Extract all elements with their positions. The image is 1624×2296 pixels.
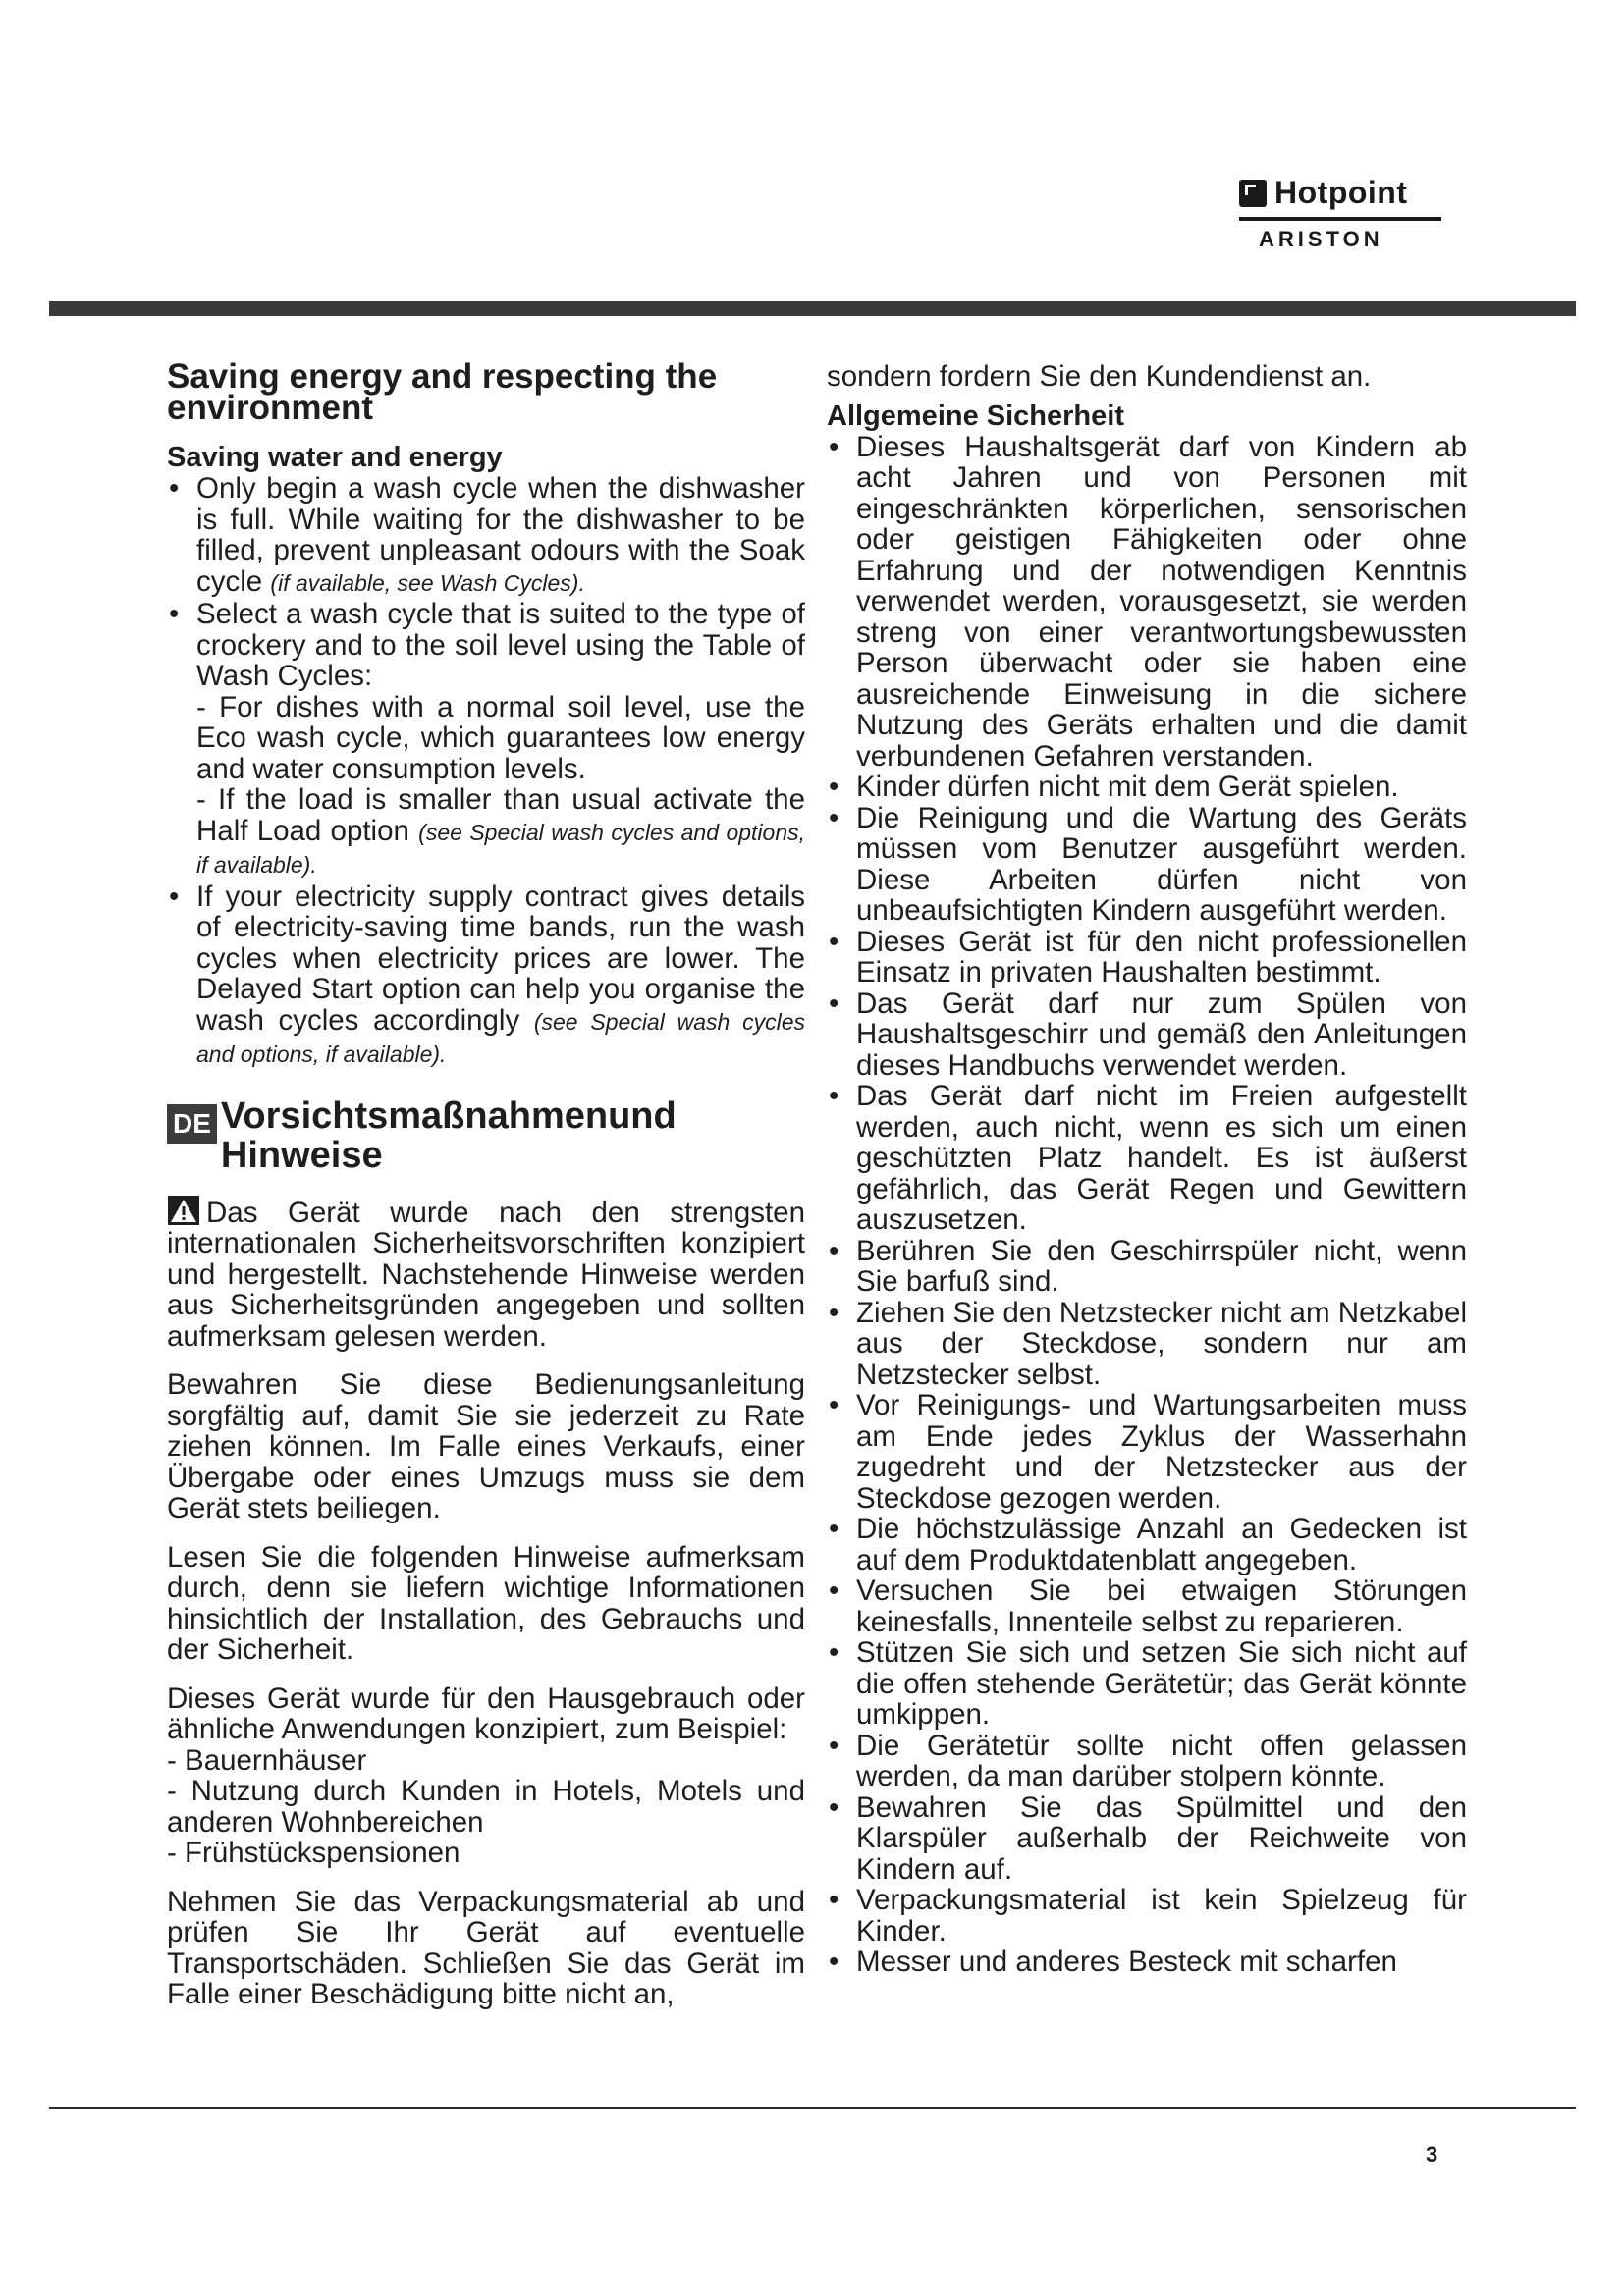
subsection-title-general-safety: Allgemeine Sicherheit [827, 400, 1124, 432]
list-item: • Die Gerätetür sollte nicht offen gelassen werden, da man darüber stolpern könnte. [827, 1731, 1467, 1792]
read-notes-paragraph: Lesen Sie die folgenden Hinweise aufmerksam durch, denn sie liefern wichtige Informationen hinsichtlich der Installation, des Gebrauchs und der Sicherheit. [167, 1540, 805, 1666]
section-heading-de [167, 1096, 805, 1175]
usage-example: - Nutzung durch Kunden in Hotels, Motels und anderen Wohnbereichen [167, 1775, 805, 1839]
list-item: • Die Reinigung und die Wartung des Geräts müssen vom Benutzer ausgeführt werden. Diese Arbeiten dürfen nicht von unbeaufsichtigten Kindern ausgeführt werden. [827, 803, 1467, 927]
list-item: • Das Gerät darf nicht im Freien aufgestellt werden, auch nicht, wenn es sich um einen geschützten Platz handelt. Es ist äußerst gefährlich, das Gerät Regen und Gewittern auszusetzen. [827, 1081, 1467, 1236]
sub-list-item [196, 784, 805, 881]
list-item-text: Select a wash cycle that is suited to the type of crockery and to the soil level using the Table of Wash Cycles: [196, 598, 805, 692]
energy-tips-list [167, 473, 805, 1071]
warning-icon [167, 1195, 200, 1226]
list-item: • Verpackungsmaterial ist kein Spielzeug für Kinder. [827, 1885, 1467, 1947]
section-title-safety [221, 1096, 677, 1175]
header-bar [49, 301, 1576, 316]
list-item: • Berühren Sie den Geschirrspüler nicht, wenn Sie barfuß sind. [827, 1236, 1467, 1298]
list-item: • Stützen Sie sich und setzen Sie sich nicht auf die offen stehende Gerätetür; das Gerät könnte umkippen. [827, 1637, 1467, 1731]
section-title-energy: Saving energy and respecting the environment [167, 357, 718, 427]
brand-name: Hotpoint [1274, 175, 1408, 210]
sub-list-item-text: - For dishes with a normal soil level, use the Eco wash cycle, which guarantees low energy and water consumption levels. [196, 690, 805, 785]
list-item [167, 473, 805, 599]
logo-divider [1239, 217, 1441, 221]
list-item: • Die höchstzulässige Anzahl an Gedecken ist auf dem Produktdatenblatt angegeben. [827, 1514, 1467, 1575]
sub-list-item-note: (see Special wash cycles and options, if available). [196, 819, 806, 878]
packaging-paragraph: Nehmen Sie das Verpackungsmaterial ab und prüfen Sie Ihr Gerät auf eventuelle Transportschäden. Schließen Sie das Gerät im Falle einer Beschädigung bitte nicht an, [167, 1885, 805, 2010]
subsection-title-water-energy: Saving water and energy [167, 442, 503, 473]
usage-paragraph [167, 1683, 805, 1869]
warning-text: Das Gerät wurde nach den strengsten internationalen Sicherheitsvorschriften konzipiert und hergestellt. Nachstehende Hinweise werden aus Sicherheitsgründen angegeben und sollten aufmerksam gelesen werden. [167, 1196, 805, 1353]
continuation-text: sondern fordern Sie den Kundendienst an. [827, 360, 1372, 393]
list-item-text: Only begin a wash cycle when the dishwasher is full. While waiting for the dishwasher to be filled, prevent unpleasant odours with the Soak cycle [196, 472, 805, 598]
list-item: • Dieses Haushaltsgerät darf von Kindern ab acht Jahren und von Personen mit eingeschränkten körperlichen, sensorischen oder geistigen Fähigkeiten oder ohne Erfahrung und der notwendigen Kenntnis verwendet werden, vorausgesetzt, sie werden streng von einer verantwortungsbewussten Person überwacht oder sie haben eine ausreichende Einweisung in die sichere Nutzung des Geräts erhalten und die damit verbundenen Gefahren verstanden. [827, 432, 1467, 773]
list-item-note: (see Special wash cycles and options, if available). [196, 1008, 806, 1067]
list-item: • Vor Reinigungs- und Wartungsarbeiten muss am Ende jedes Zyklus der Wasserhahn zugedreht und der Netzstecker aus der Steckdose gezogen werden. [827, 1390, 1467, 1514]
list-item-text: If your electricity supply contract gives details of electricity-saving time bands, run the wash cycles when electricity prices are lower. The Delayed Start option can help you organise the wash cycles accordingly [196, 880, 805, 1037]
list-item: • Kinder dürfen nicht mit dem Gerät spielen. [827, 772, 1467, 803]
list-item-note: (if available, see Wash Cycles). [270, 569, 585, 596]
list-item: • Messer und anderes Besteck mit scharfen [827, 1947, 1467, 1978]
sub-brand-name: ARISTON [1259, 227, 1383, 251]
language-badge: DE [167, 1104, 217, 1144]
list-item: • Bewahren Sie das Spülmittel und den Klarspüler außerhalb der Reichweite von Kindern auf. [827, 1792, 1467, 1886]
usage-example: - Frühstückspensionen [167, 1837, 460, 1869]
left-column [167, 357, 806, 2028]
list-item: • Dieses Gerät ist für den nicht professionellen Einsatz in privaten Haushalten bestimmt. [827, 927, 1467, 988]
sub-list-item-text: - If the load is smaller than usual activate the Half Load option [196, 783, 805, 847]
list-item: • Versuchen Sie bei etwaigen Störungen keinesfalls, Innenteile selbst zu reparieren. [827, 1575, 1467, 1637]
footer-divider [49, 2107, 1576, 2109]
list-item: • Das Gerät darf nur zum Spülen von Haushaltsgeschirr und gemäß den Anleitungen dieses Handbuchs verwendet werden. [827, 988, 1467, 1082]
warning-paragraph [167, 1195, 805, 1353]
right-column [827, 361, 1467, 1978]
section-title-line: Hinweise [220, 1134, 383, 1176]
section-title-line: Vorsichtsmaßnahmenund [220, 1095, 677, 1137]
brand-logo [1239, 175, 1445, 252]
sub-list-item [196, 692, 805, 785]
safety-list [827, 432, 1467, 1978]
hotpoint-logo-icon [1239, 180, 1267, 207]
list-item [167, 881, 805, 1071]
page-number: 3 [1426, 2142, 1438, 2166]
usage-example: - Bauernhäuser [167, 1743, 367, 1777]
list-item [167, 599, 805, 881]
manual-paragraph: Bewahren Sie diese Bedienungsanleitung sorgfältig auf, damit Sie sie jederzeit zu Rate ziehen können. Im Falle eines Verkaufs, einer Übergabe oder eines Umzugs muss sie dem Gerät stets beiliegen. [167, 1368, 805, 1524]
list-item: • Ziehen Sie den Netzstecker nicht am Netzkabel aus der Steckdose, sondern nur am Netzstecker selbst. [827, 1298, 1467, 1391]
usage-intro: Dieses Gerät wurde für den Hausgebrauch oder ähnliche Anwendungen konzipiert, zum Beispiel: [167, 1682, 805, 1745]
